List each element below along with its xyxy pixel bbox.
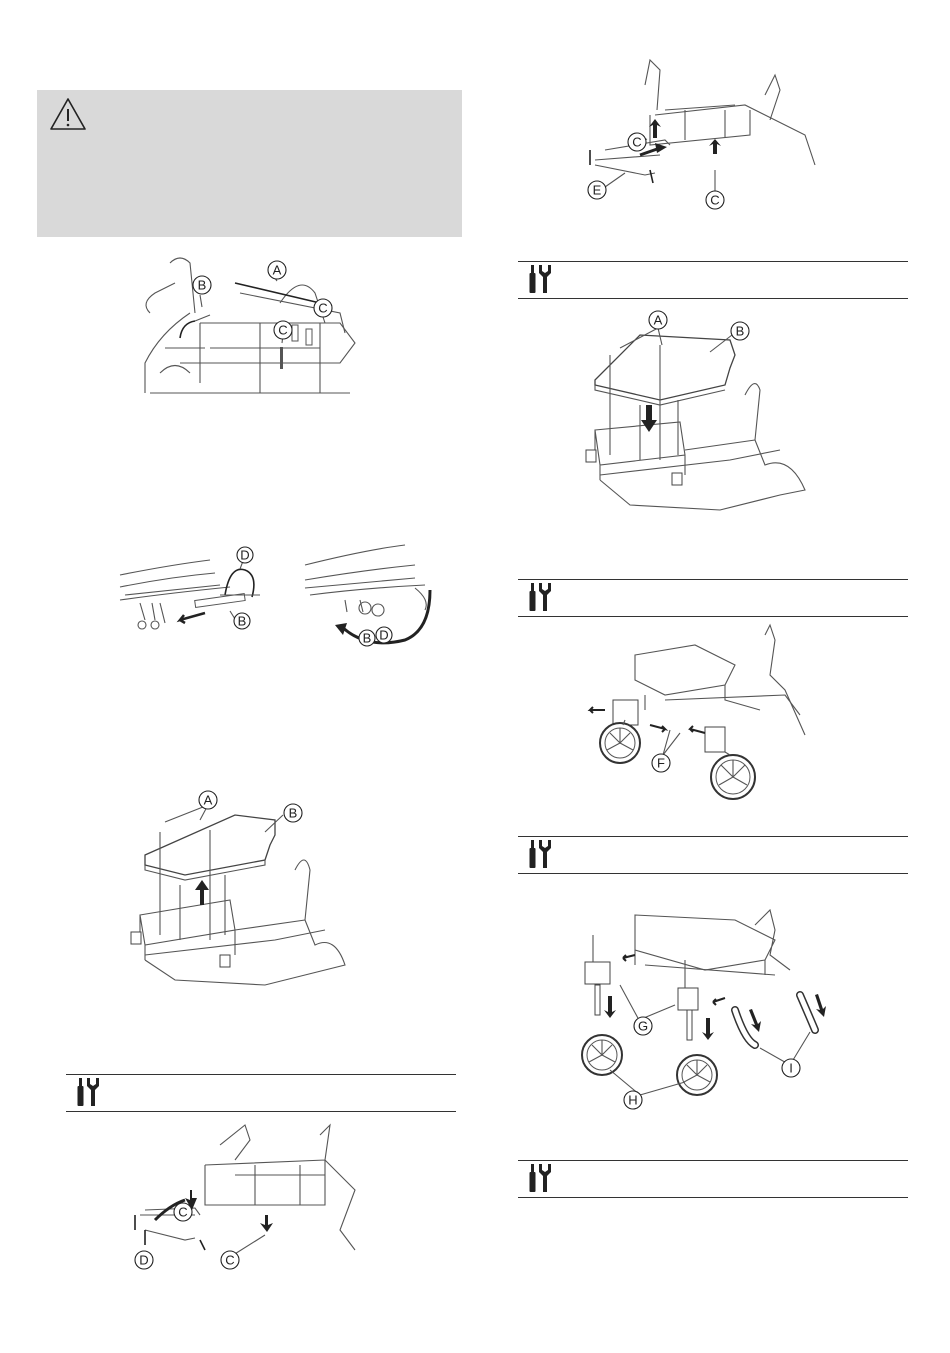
figure-seat-plate-install [580,310,830,525]
figure-front-wheel-removal [585,625,835,810]
callout-d [135,1251,153,1269]
svg-text:C: C [278,322,288,338]
figure-front-rail-removal [125,1120,375,1270]
callout-c [628,133,646,151]
svg-text:A: A [203,792,213,808]
callout-c [221,1251,239,1269]
callout-h [624,1091,642,1109]
callout-i [782,1059,800,1077]
callout-d [237,547,253,563]
svg-text:C: C [225,1252,235,1268]
svg-text:B: B [237,613,247,629]
warning-triangle-icon [48,96,88,132]
callout-c [706,191,724,209]
callout-c [274,321,292,339]
svg-text:B: B [288,805,298,821]
callout-f [652,754,670,772]
screwdriver-wrench-icon [528,583,556,613]
figure-seat-plate-removal [125,790,365,1005]
svg-text:H: H [628,1092,638,1108]
tool-bar [518,1160,908,1198]
callout-a [649,311,667,329]
figure-clip-rotation [305,540,455,655]
figure-clip-removal [120,545,280,635]
svg-text:C: C [710,192,720,208]
callout-c [314,299,332,317]
svg-text:F: F [657,755,665,771]
screwdriver-wrench-icon [76,1078,104,1108]
screwdriver-wrench-icon [528,1164,556,1194]
svg-text:D: D [379,627,389,643]
svg-text:C: C [632,134,642,150]
screwdriver-wrench-icon [528,265,556,295]
svg-text:I: I [789,1060,793,1076]
callout-c [174,1203,192,1221]
callout-g [634,1017,652,1035]
callout-b [234,613,250,629]
svg-text:C: C [318,300,328,316]
svg-text:C: C [178,1204,188,1220]
svg-text:E: E [592,182,602,198]
screwdriver-wrench-icon [528,840,556,870]
callout-b [359,630,375,646]
figure-front-rail-insertion [585,55,835,215]
callout-e [588,181,606,199]
tool-bar [518,836,908,874]
callout-d [376,627,392,643]
svg-text:B: B [362,630,372,646]
svg-text:G: G [637,1018,649,1034]
svg-text:D: D [139,1252,149,1268]
callout-a [268,261,286,279]
tool-bar [66,1074,456,1112]
warning-box [37,90,462,237]
callout-b [731,322,749,340]
tool-bar [518,579,908,617]
svg-text:B: B [197,277,207,293]
figure-rod-removal [140,253,370,413]
svg-text:D: D [240,547,250,563]
svg-text:A: A [653,312,663,328]
figure-caster-footrest-install [575,900,845,1115]
callout-b [284,804,302,822]
tool-bar [518,261,908,299]
svg-text:B: B [735,323,745,339]
callout-a [199,791,217,809]
callout-b [193,276,211,294]
svg-text:A: A [272,262,282,278]
